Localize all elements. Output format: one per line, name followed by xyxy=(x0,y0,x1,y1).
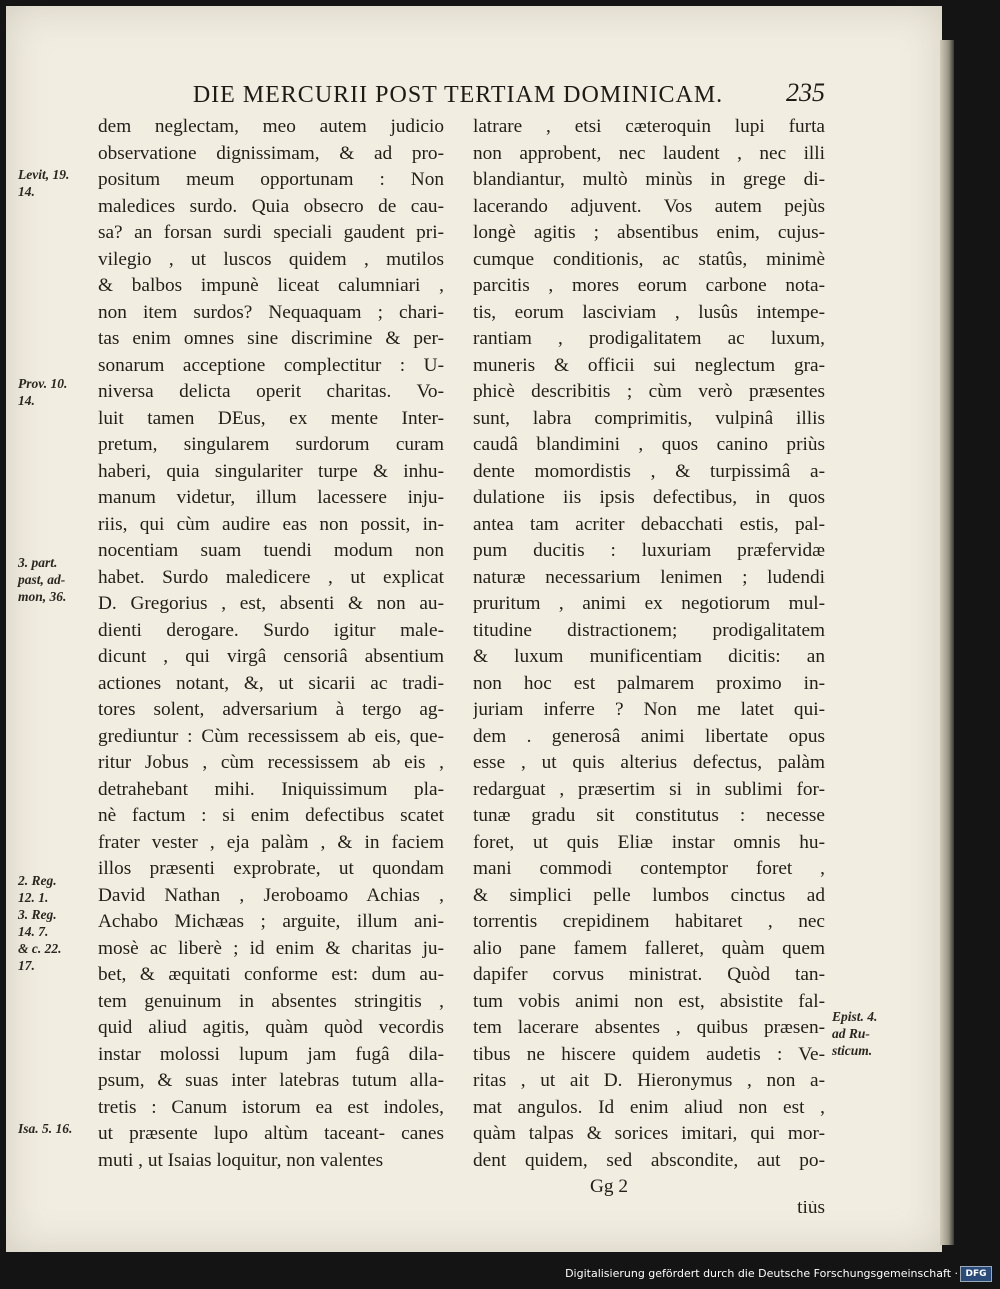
margin-note-line: Isa. 5. 16. xyxy=(18,1121,73,1136)
text-line: positum meum opportunam : Non xyxy=(98,169,444,190)
text-line: tretis : Canum istorum ea est indoles, xyxy=(98,1096,444,1118)
left-text-column xyxy=(98,114,444,1174)
text-line: parcitis , mores eorum carbone nota- xyxy=(473,275,825,296)
text-line: quàm talpas & sorices imitari, qui mor- xyxy=(473,1123,825,1144)
signature-mark: Gg 2 xyxy=(589,1176,629,1197)
page-edge-shadow xyxy=(940,40,954,1245)
footer-bar xyxy=(0,1262,1000,1289)
text-line: alio pane famem falleret, quàm quem xyxy=(473,937,825,959)
margin-note-line: Levit, 19. xyxy=(18,167,70,182)
margin-note-line: 3. Reg. xyxy=(18,907,57,922)
text-line: caudâ blandimini , quos canino priùs xyxy=(473,434,825,455)
text-line: habet. Surdo maledicere , ut explicat xyxy=(98,566,444,588)
text-line: ut præsente lupo altùm taceant- canes xyxy=(98,1123,444,1144)
text-line: pum ducitis : luxuriam præfervidæ xyxy=(473,540,825,561)
margin-note-line: mon, 36. xyxy=(18,589,67,604)
text-line: psum, & suas inter latebras tutum alla- xyxy=(98,1070,444,1091)
text-line: & balbos impunè liceat calumniari , xyxy=(98,275,444,296)
text-line: detrahebant mihi. Iniquissimum pla- xyxy=(98,778,444,800)
text-line: mosè ac liberè ; id enim & charitas ju- xyxy=(98,937,444,959)
text-line: muneris & officii sui neglectum gra- xyxy=(473,354,825,376)
text-line: sunt, labra comprimitis, vulpinâ illis xyxy=(473,407,825,429)
text-line: nè factum : si enim defectibus scatet xyxy=(98,805,444,826)
text-line: antea tam acriter debacchati estis, pal- xyxy=(473,513,825,535)
margin-note-line: Epist. 4. xyxy=(832,1009,878,1024)
text-line: Achabo Michæas ; arguite, illum ani- xyxy=(98,911,444,932)
text-line: non approbent, nec laudent , nec illi xyxy=(473,142,825,164)
text-line: dulatione iis ipsis defectibus, in quos xyxy=(473,487,825,508)
text-line: titudine distractionem; prodigalitatem xyxy=(473,619,825,641)
text-line: foret, ut quis Eliæ instar omnis hu- xyxy=(473,831,825,853)
margin-note-line: 12. 1. xyxy=(18,890,49,905)
margin-note-prov xyxy=(18,375,67,409)
text-line: torrentis crepidinem habitaret , nec xyxy=(473,911,825,932)
text-line: dem . generosâ animi libertate opus xyxy=(473,725,825,747)
text-line: luit tamen DEus, ex mente Inter- xyxy=(98,407,444,429)
text-line: & luxum munificentiam dicitis: an xyxy=(473,646,825,667)
margin-note-levit xyxy=(18,166,69,200)
text-line: phicè describitis ; cùm verò præsentes xyxy=(473,381,825,402)
page-number: 235 xyxy=(786,78,825,107)
text-line: David Nathan , Jeroboamo Achias , xyxy=(98,884,444,906)
text-line: D. Gregorius , est, absenti & non au- xyxy=(98,593,444,614)
text-line: pruritum , animi ex negotiorum mul- xyxy=(473,593,825,614)
text-line: longè agitis ; absentibus enim, cujus- xyxy=(473,222,825,243)
text-line: vilegio , ut luscos quidem , mutilos xyxy=(98,248,444,270)
margin-note-line: sticum. xyxy=(832,1043,873,1058)
text-line: ritas , ut ait D. Hieronymus , non a- xyxy=(473,1070,825,1091)
text-line: sa? an forsan surdi speciali gaudent pri- xyxy=(98,222,444,243)
text-line: naturæ necessarium lenimen ; ludendi xyxy=(473,566,825,588)
text-line: blandiantur, multò minùs in grege di- xyxy=(473,169,825,190)
text-line: dente momordistis , & turpissimâ a- xyxy=(473,460,825,482)
text-line: riis, qui cùm audire eas non possit, in- xyxy=(98,513,444,535)
margin-note-line: 14. xyxy=(18,184,35,199)
margin-note-reg xyxy=(18,872,62,974)
text-line: illos præsenti exprobrate, ut quondam xyxy=(98,858,444,879)
text-line: dapifer corvus ministrat. Quòd tan- xyxy=(473,964,825,985)
text-line: grediuntur : Cùm recessissem ab eis, que- xyxy=(98,725,444,747)
margin-note-line: past, ad- xyxy=(18,572,66,587)
text-line: redarguat , præsertim si in sublimi for- xyxy=(473,778,825,800)
text-line: dienti derogare. Surdo igitur male- xyxy=(98,619,444,641)
text-line: niversa delicta operit charitas. Vo- xyxy=(98,381,444,402)
text-line: bet, & æquitati conforme est: dum au- xyxy=(98,964,444,985)
text-line: maledices surdo. Quia obsecro de cau- xyxy=(98,195,444,217)
text-line: tas enim omnes sine discrimine & per- xyxy=(98,328,444,349)
text-line: tem genuinum in absentes stringitis , xyxy=(98,990,444,1012)
margin-note-line: 3. part. xyxy=(18,555,58,570)
text-line: ritur Jobus , cùm recessissem ab eis , xyxy=(98,752,444,773)
margin-note-line: 17. xyxy=(18,958,35,973)
text-line: dem neglectam, meo autem judicio xyxy=(98,116,444,137)
text-line: rantiam , prodigalitatem ac luxum, xyxy=(473,328,825,349)
margin-note-isa xyxy=(18,1120,72,1137)
text-line: haberi, quia singulariter turpe & inhu- xyxy=(98,460,444,482)
margin-note-epist xyxy=(832,1008,877,1059)
text-line: pretum, singularem surdorum curam xyxy=(98,434,444,455)
text-line: observatione dignissimam, & ad pro- xyxy=(98,142,444,164)
text-line: instar molossi lupum jam fugâ dila- xyxy=(98,1043,444,1065)
text-line: dicunt , qui virgâ censoriâ absentium xyxy=(98,646,444,667)
margin-note-line: ad Ru- xyxy=(832,1026,870,1041)
text-line: non item surdos? Nequaquam ; chari- xyxy=(98,301,444,323)
text-line: lacerando adjuvent. Vos autem pejùs xyxy=(473,195,825,217)
text-line: cumque conditionis, ac statûs, minimè xyxy=(473,248,825,270)
right-text-column xyxy=(473,114,825,1221)
catchword: tiùs xyxy=(797,1200,825,1218)
book-page xyxy=(6,6,942,1252)
margin-note-line: & c. 22. xyxy=(18,941,62,956)
margin-note-gregorius xyxy=(18,554,66,605)
text-line: juriam inferre ? Non me latet qui- xyxy=(473,699,825,720)
running-header: DIE MERCURII POST TERTIAM DOMINICAM. xyxy=(192,82,724,108)
text-line: tunæ gradu sit constitutus : necesse xyxy=(473,805,825,826)
text-line: latrare , etsi cæteroquin lupi furta xyxy=(473,116,825,137)
text-line: muti , ut Isaias loquitur, non valentes xyxy=(98,1149,384,1171)
text-line: mat angulos. Id enim aliud non est , xyxy=(473,1096,825,1118)
margin-note-line: Prov. 10. xyxy=(18,376,68,391)
funding-notice: Digitalisierung gefördert durch die Deutsche Forschungsgemeinschaft · xyxy=(565,1267,958,1280)
text-line: tibus ne hiscere quidem audetis : Ve- xyxy=(473,1043,825,1065)
text-line: tum vobis animi non est, absistite fal- xyxy=(473,990,825,1012)
text-line: actiones notant, &, ut sicarii ac tradi- xyxy=(98,672,444,694)
dfg-logo: DFG xyxy=(960,1266,992,1282)
margin-note-line: 14. 7. xyxy=(18,924,49,939)
text-line: manum videtur, illum lacessere inju- xyxy=(98,487,444,508)
text-line: sonarum acceptione complectitur : U- xyxy=(98,354,444,376)
text-line: esse , ut quis alterius defectus, palàm xyxy=(473,752,825,773)
text-line: tem lacerare absentes , quibus præsen- xyxy=(473,1017,825,1038)
text-line: tis, eorum lasciviam , lusûs intempe- xyxy=(473,301,825,323)
text-line: tores solent, adversarium à tergo ag- xyxy=(98,699,444,720)
margin-note-line: 2. Reg. xyxy=(18,873,57,888)
text-line: non hoc est palmarem proximo in- xyxy=(473,672,825,694)
text-line: dent quidem, sed abscondite, aut po- xyxy=(473,1149,825,1171)
text-line: mani commodi contemptor foret , xyxy=(473,858,825,879)
text-line: frater vester , eja palàm , & in faciem xyxy=(98,831,444,853)
margin-note-line: 14. xyxy=(18,393,35,408)
text-line: quid aliud agitis, quàm quòd vecordis xyxy=(98,1017,444,1038)
text-line: nocentiam suam tuendi modum non xyxy=(98,540,444,561)
text-line: & simplici pelle lumbos cinctus ad xyxy=(473,884,825,906)
